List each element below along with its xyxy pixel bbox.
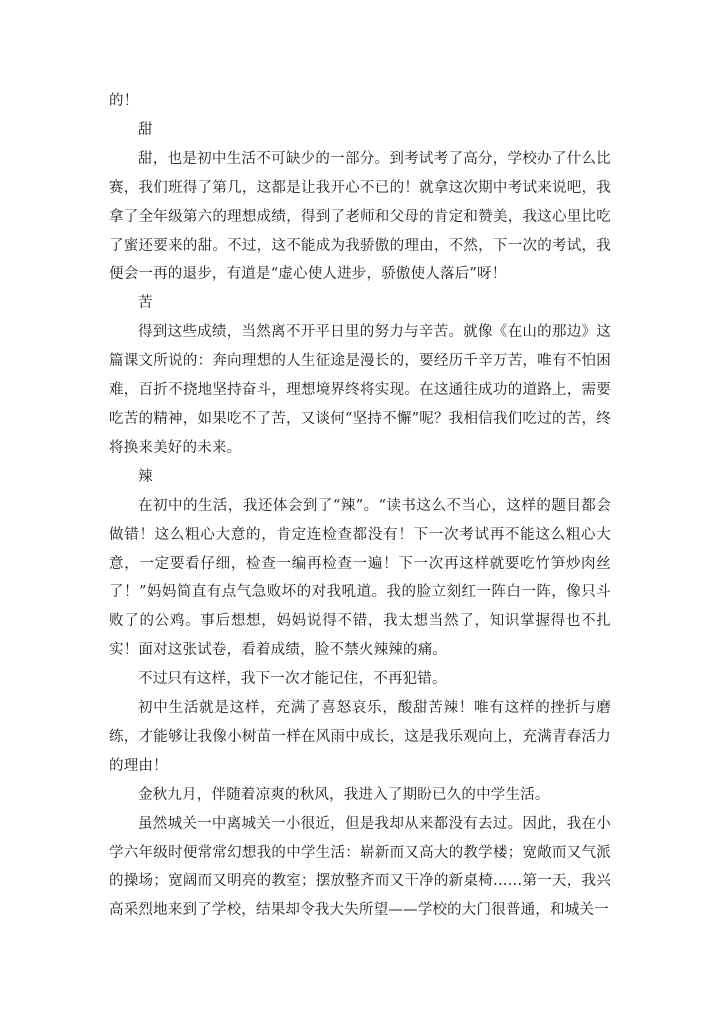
section-heading-sweet: 甜 <box>138 121 153 138</box>
section-heading-bitter: 苦 <box>138 295 153 312</box>
document-page <box>109 87 611 925</box>
paragraph-school: 虽然城关一中离城关一小很近，但是我却从来都没有去过。因此，我在小学六年级时便常常幻想我的中学生活：崭新而又高大的教学楼；宽敞而又气派的操场；宽阔而又明亮的教室；摆放整齐而又干净的新桌椅……第一天，我兴高采烈地来到了学校，结果却令我大失所望——学校的大门很普通，和城关一 <box>109 815 611 919</box>
paragraph-bitter: 得到这些成绩，当然离不开平日里的努力与辛苦。就像《在山的那边》这篇课文所说的：奔向理想的人生征途是漫长的，要经历千辛万苦，唯有不怕困难，百折不挠地坚持奋斗，理想境界终将实现。在这通往成功的道路上，需要吃苦的精神，如果吃不了苦，又谈何“坚持不懈”呢？我相信我们吃过的苦，终将换来美好的未来。 <box>109 324 611 456</box>
paragraph-autumn: 金秋九月，伴随着凉爽的秋风，我进入了期盼已久的中学生活。 <box>138 786 550 803</box>
paragraph-continuation: 的！ <box>109 93 139 109</box>
paragraph-summary: 初中生活就是这样，充满了喜怒哀乐，酸甜苦辣！唯有这样的挫折与磨练，才能够让我像小树苗一样在风雨中成长，这是我乐观向上，充满青春活力的理由！ <box>109 700 611 774</box>
section-heading-spicy: 辣 <box>138 468 153 485</box>
paragraph-lesson: 不过只有这样，我下一次才能记住，不再犯错。 <box>138 671 447 688</box>
paragraph-sweet: 甜，也是初中生活不可缺少的一部分。到考试考了高分，学校办了什么比赛，我们班得了第几，这都是让我开心不已的！就拿这次期中考试来说吧，我拿了全年级第六的理想成绩，得到了老师和父母的肯定和赞美，我这心里比吃了蜜还要来的甜。不过，这不能成为我骄傲的理由，不然，下一次的考试，我便会一再的退步，有道是“虚心使人进步，骄傲使人落后”呀！ <box>109 150 611 283</box>
paragraph-spicy: 在初中的生活，我还体会到了“辣”。“读书这么不当心，这样的题目都会做错！这么粗心大意的，肯定连检查都没有！下一次考试再不能这么粗心大意，一定要看仔细，检查一编再检查一遍！下一次再这样就要吃竹笋炒肉丝了！”妈妈简直有点气急败坏的对我吼道。我的脸立刻红一阵白一阵，像只斗败了的公鸡。事后想想，妈妈说得不错，我太想当然了，知识掌握得也不扎实！面对这张试卷，看着成绩，脸不禁火辣辣的痛。 <box>109 497 611 659</box>
